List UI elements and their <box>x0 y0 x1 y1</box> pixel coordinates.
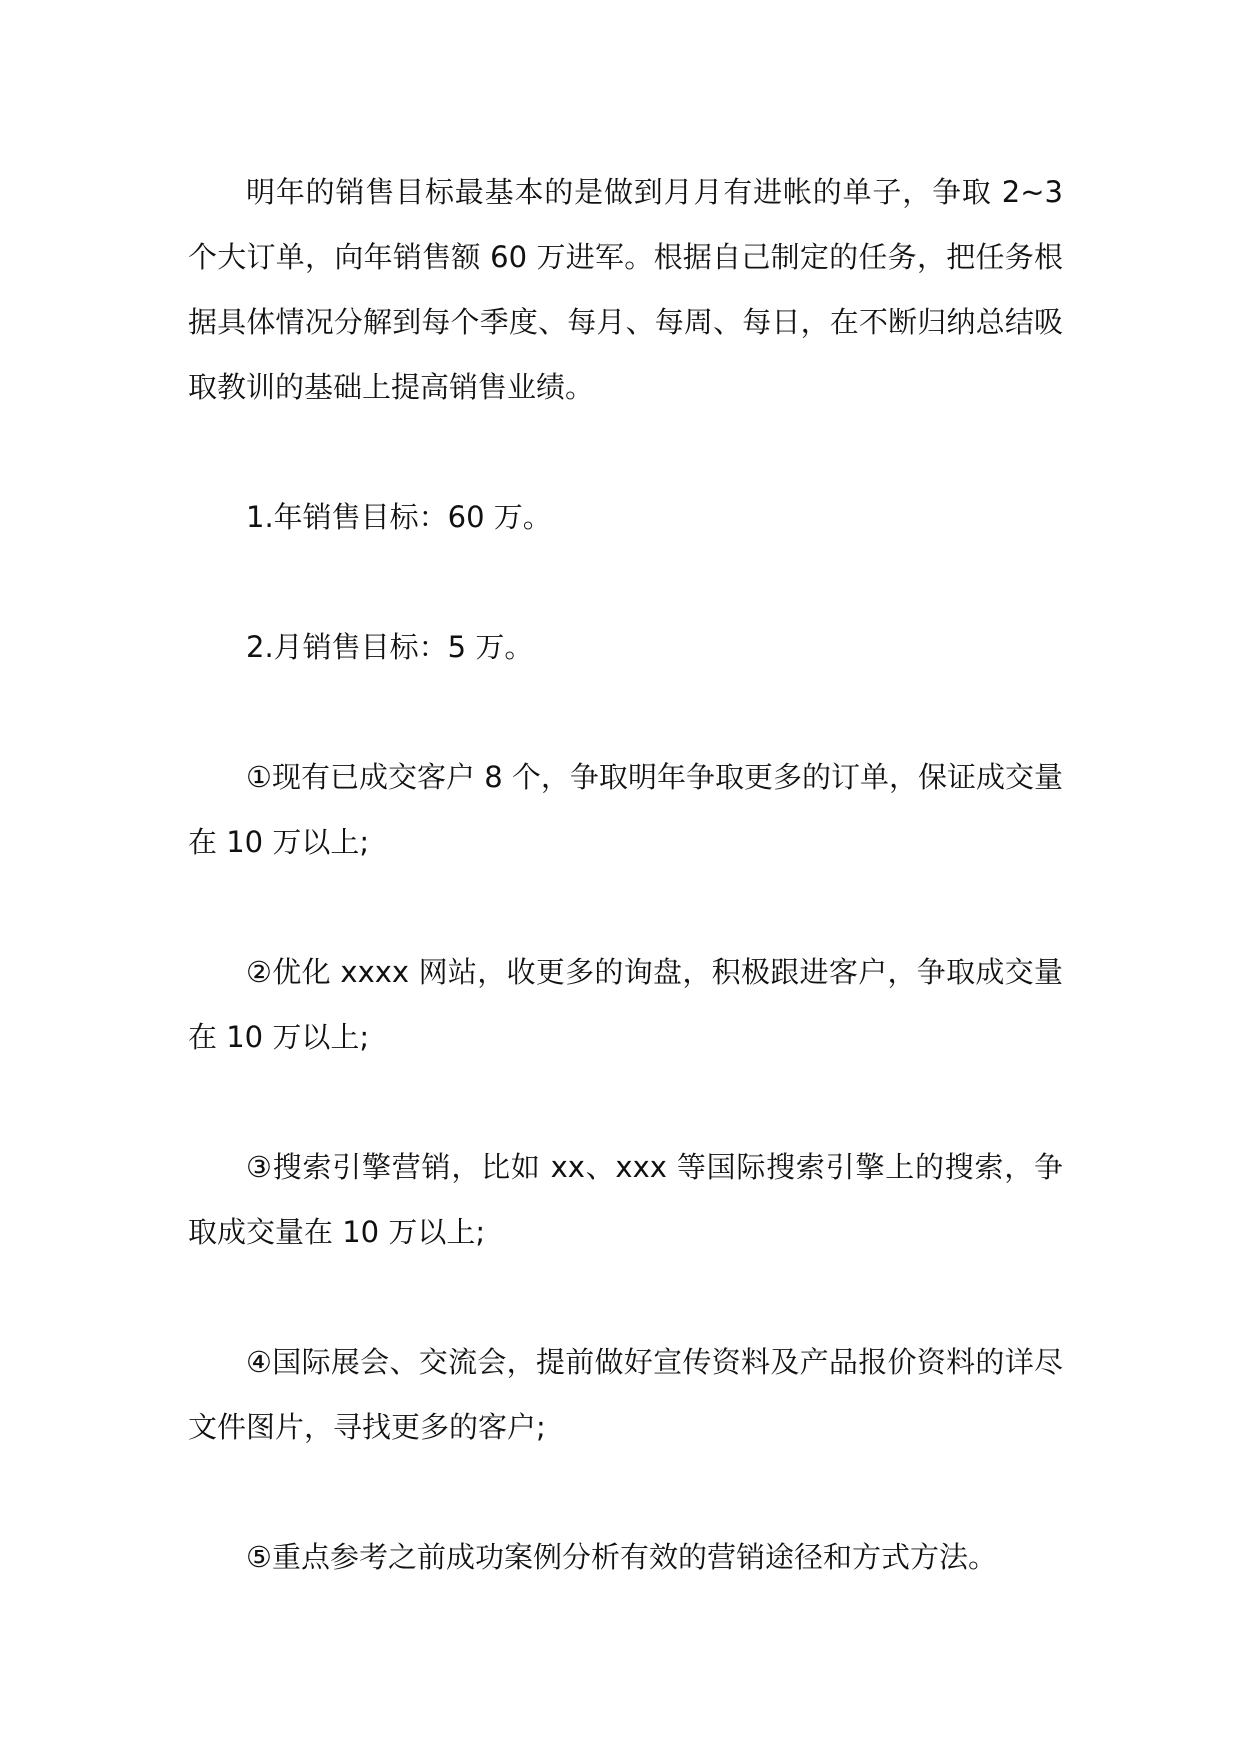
annual-sales-target: 1.年销售目标：60 万。 <box>246 500 552 534</box>
document-body <box>188 160 1063 1590</box>
monthly-sales-target: 2.月销售目标：5 万。 <box>246 630 534 664</box>
plan-item-2: ②优化 xxxx 网站，收更多的询盘，积极跟进客户，争取成交量在 10 万以上; <box>188 955 1063 1054</box>
plan-item-1: ①现有已成交客户 8 个，争取明年争取更多的订单，保证成交量在 10 万以上; <box>188 760 1063 859</box>
intro-paragraph: 明年的销售目标最基本的是做到月月有进帐的单子，争取 2~3 个大订单，向年销售额 60 万进军。根据自己制定的任务，把任务根据具体情况分解到每个季度、每月、每周、每日，在不断归纳总结吸取教训的基础上提高销售业绩。 <box>188 175 1063 404</box>
plan-item-3: ③搜索引擎营销，比如 xx、xxx 等国际搜索引擎上的搜索，争取成交量在 10 万以上; <box>188 1150 1063 1249</box>
plan-item-4: ④国际展会、交流会，提前做好宣传资料及产品报价资料的详尽文件图片，寻找更多的客户; <box>188 1345 1063 1444</box>
plan-item-5: ⑤重点参考之前成功案例分析有效的营销途径和方式方法。 <box>246 1540 997 1574</box>
